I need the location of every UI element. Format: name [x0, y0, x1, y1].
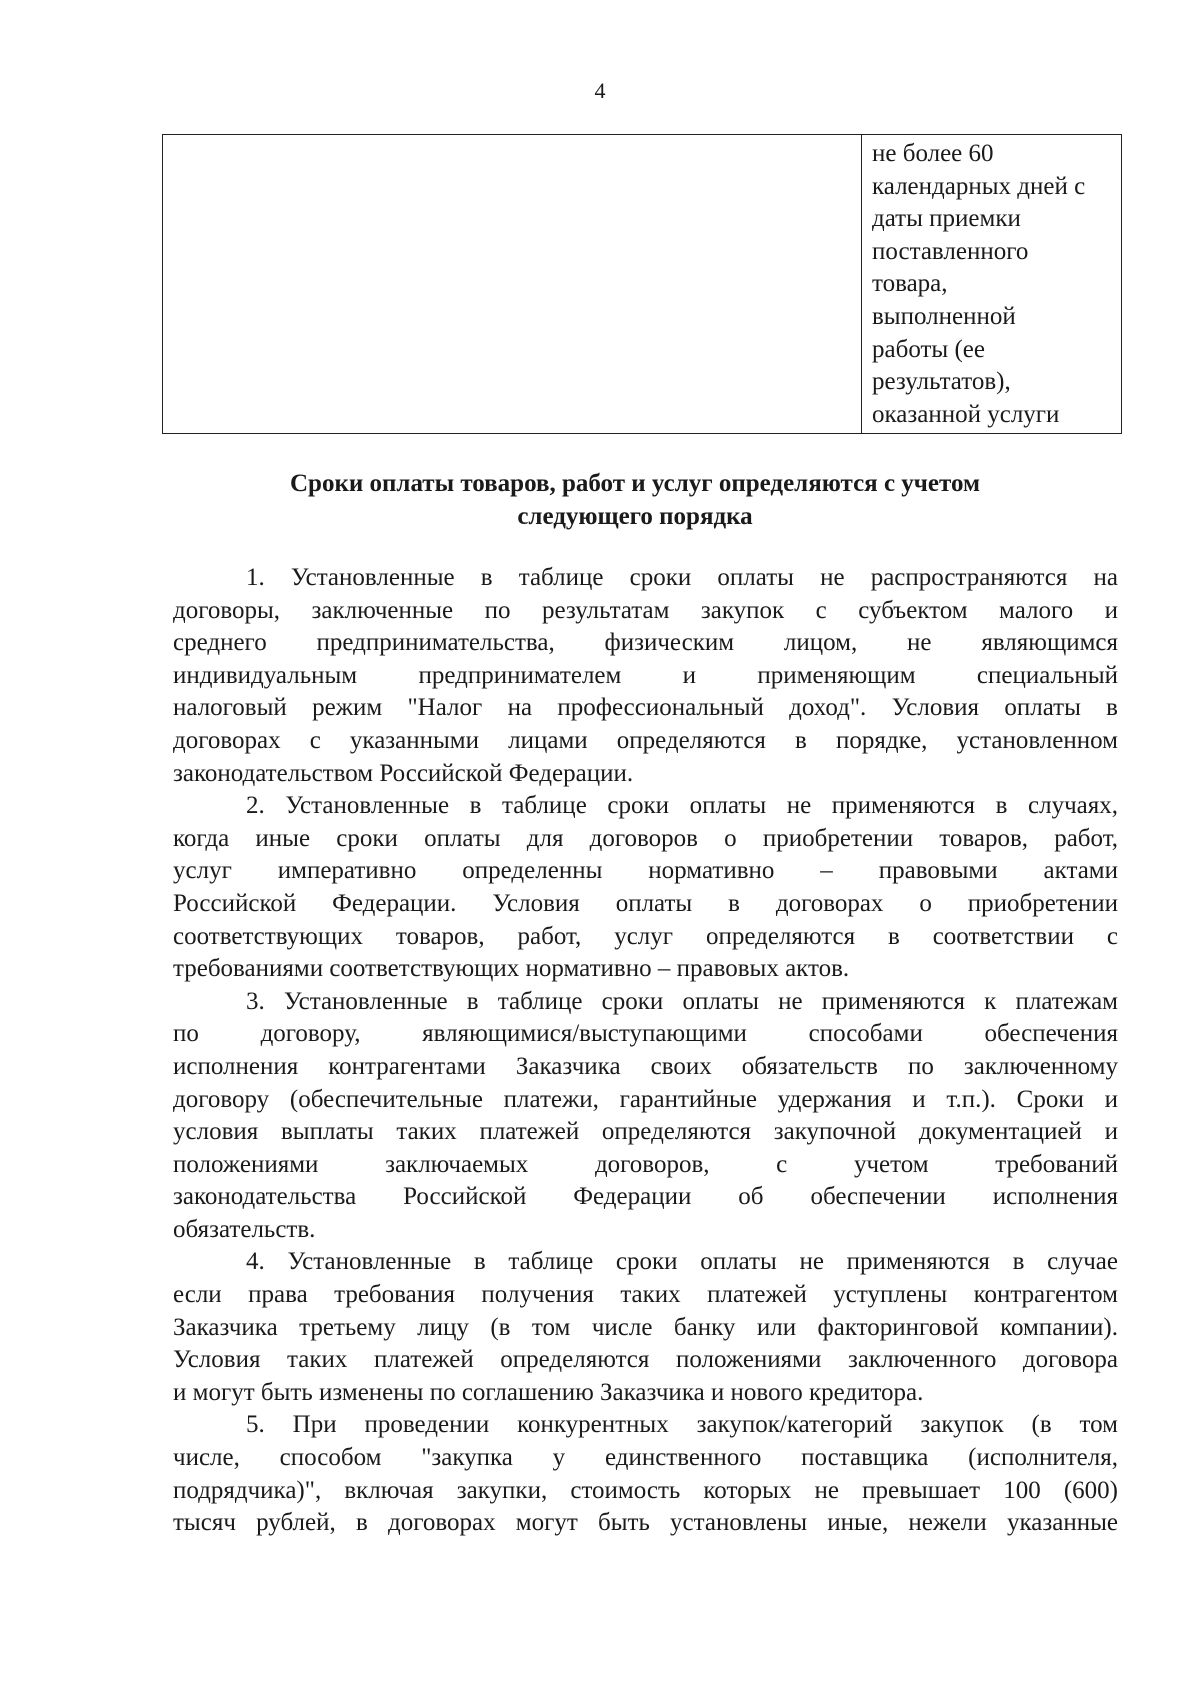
cell-line: результатов), — [872, 368, 1011, 396]
paragraph-3 — [173, 986, 1118, 1247]
paragraph-line: 5. При проведении конкурентных закупок/категорий закупок (в том — [246, 1411, 1118, 1439]
section-heading — [200, 467, 1070, 533]
paragraph-line: услуг императивно определенны нормативно – правовыми актами — [173, 857, 1118, 885]
table-cell-empty — [163, 135, 862, 433]
cell-line: не более 60 — [872, 140, 994, 167]
paragraph-5 — [173, 1409, 1118, 1539]
paragraph-line: 1. Установленные в таблице сроки оплаты не распространяются на — [246, 564, 1118, 591]
heading-line: следующего порядка — [517, 503, 753, 530]
table-cell-payment-term — [862, 135, 1121, 433]
paragraph-line: Условия таких платежей определяются положениями заключенного договора — [173, 1346, 1118, 1374]
paragraph-line: соответствующих товаров, работ, услуг определяются в соответствии с — [173, 922, 1118, 950]
page-number: 4 — [594, 78, 606, 103]
paragraph-line: договору (обеспечительные платежи, гарантийные удержания и т.п.). Сроки и — [173, 1085, 1118, 1113]
cell-line: календарных дней с — [872, 172, 1086, 200]
paragraph-line: законодательством Российской Федерации. — [173, 759, 634, 787]
paragraph-line: законодательства Российской Федерации об обеспечении исполнения — [173, 1183, 1118, 1211]
paragraph-line: индивидуальным предпринимателем и применяющим специальный — [173, 661, 1118, 689]
paragraph-line: когда иные сроки оплаты для договоров о приобретении товаров, работ, — [173, 824, 1118, 852]
paragraph-line: и могут быть изменены по соглашению Заказчика и нового кредитора. — [173, 1378, 924, 1406]
paragraph-line: Заказчика третьему лицу (в том числе банку или факторинговой компании). — [173, 1313, 1118, 1341]
paragraph-line: требованиями соответствующих нормативно – правовых актов. — [173, 955, 850, 983]
paragraph-1 — [173, 562, 1118, 790]
paragraph-line: 3. Установленные в таблице сроки оплаты не применяются к платежам — [246, 987, 1118, 1015]
document-body — [173, 562, 1118, 1540]
cell-line: поставленного — [872, 237, 1029, 265]
paragraph-2 — [173, 790, 1118, 986]
paragraph-line: среднего предпринимательства, физическим лицом, не являющимся — [173, 629, 1118, 657]
paragraph-line: числе, способом "закупка у единственного поставщика (исполнителя, — [173, 1444, 1118, 1472]
table-continuation — [162, 134, 1122, 434]
paragraph-4 — [173, 1246, 1118, 1409]
paragraph-line: налоговый режим "Налог на профессиональный доход". Условия оплаты в — [173, 694, 1118, 722]
cell-line: выполненной — [872, 302, 1016, 330]
paragraph-line: если права требования получения таких платежей уступлены контрагентом — [173, 1281, 1118, 1309]
paragraph-line: условия выплаты таких платежей определяются закупочной документацией и — [173, 1118, 1118, 1146]
paragraph-line: договорах с указанными лицами определяются в порядке, установленном — [173, 726, 1118, 754]
cell-line: даты приемки — [872, 205, 1021, 233]
paragraph-line: подрядчика)", включая закупки, стоимость которых не превышает 100 (600) — [173, 1476, 1118, 1504]
cell-line: оказанной услуги — [872, 400, 1060, 428]
paragraph-line: Российской Федерации. Условия оплаты в договорах о приобретении — [173, 889, 1118, 917]
paragraph-line: 4. Установленные в таблице сроки оплаты не применяются в случае — [246, 1248, 1118, 1276]
paragraph-line: исполнения контрагентами Заказчика своих обязательств по заключенному — [173, 1052, 1118, 1080]
paragraph-line: положениями заключаемых договоров, с учетом требований — [173, 1150, 1118, 1178]
paragraph-line: 2. Установленные в таблице сроки оплаты не применяются в случаях, — [246, 792, 1118, 820]
paragraph-line: договоры, заключенные по результатам закупок с субъектом малого и — [173, 596, 1118, 624]
paragraph-line: тысяч рублей, в договорах могут быть установлены иные, нежели указанные — [173, 1509, 1118, 1537]
paragraph-line: по договору, являющимися/выступающими способами обеспечения — [173, 1020, 1118, 1048]
cell-line: работы (ее — [872, 335, 985, 363]
paragraph-line: обязательств. — [173, 1215, 316, 1243]
cell-line: товара, — [872, 270, 948, 298]
heading-line: Сроки оплаты товаров, работ и услуг определяются с учетом — [290, 470, 980, 497]
